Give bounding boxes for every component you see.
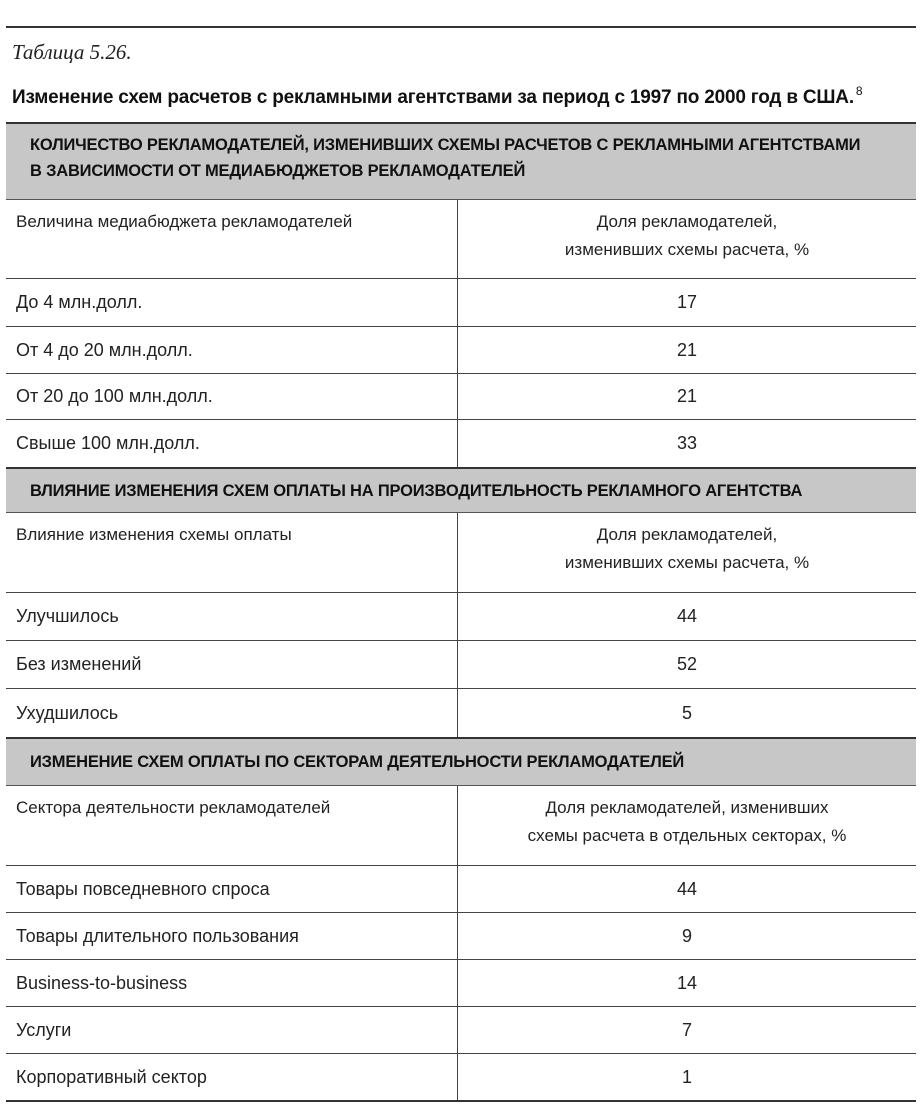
row-label: Business-to-business [6,960,458,1006]
row-label: Услуги [6,1007,458,1053]
table-row [6,866,916,913]
section-heading-line: ВЛИЯНИЕ ИЗМЕНЕНИЯ СХЕМ ОПЛАТЫ НА ПРОИЗВОДИТЕЛЬНОСТЬ РЕКЛАМНОГО АГЕНТСТВА [30,482,803,500]
row-value: 52 [676,654,698,674]
table-title [12,84,862,109]
table-row [6,1007,916,1054]
section-heading-budget [6,122,916,200]
table-row [6,374,916,420]
footnote-marker: 8 [855,84,863,98]
top-rule [6,26,916,28]
row-value: 21 [676,339,698,360]
section-heading-performance [6,467,916,513]
column-header-category: Сектора деятельности рекламодателей [6,786,458,865]
row-label: Улучшилось [6,593,458,640]
row-value: 33 [676,433,698,453]
column-header-share [458,200,916,278]
column-header-category: Величина медиабюджета рекламодателей [6,200,458,278]
row-value: 17 [676,292,698,312]
table-row [6,327,916,374]
row-label: Ухудшилось [6,689,458,737]
row-value: 1 [681,1066,692,1087]
row-label: Товары повседневного спроса [6,866,458,912]
table-row [6,641,916,689]
column-header-share [458,786,916,865]
table-row [6,960,916,1007]
table-row [6,913,916,960]
table-title-text: Изменение схем расчетов с рекламными агентствами за период с 1997 по 2000 год в США. [12,87,854,108]
row-value: 21 [676,386,698,406]
section-heading-sectors [6,737,916,786]
row-label: Без изменений [6,641,458,688]
row-value: 14 [676,972,698,993]
column-header-line: схемы расчета в отдельных секторах, % [527,826,847,845]
row-label: Корпоративный сектор [6,1054,458,1100]
row-label: Свыше 100 млн.долл. [6,420,458,467]
section-heading-line: В ЗАВИСИМОСТИ ОТ МЕДИАБЮДЖЕТОВ РЕКЛАМОДАТЕЛЕЙ [30,162,526,180]
column-header-line: изменивших схемы расчета, % [564,240,810,259]
table-row [6,689,916,737]
column-header-row [6,513,916,593]
column-header-line: Доля рекламодателей, [596,525,778,544]
column-header-row [6,200,916,279]
table-caption: Таблица 5.26. [12,40,132,64]
column-header-share [458,513,916,592]
section-heading-line: КОЛИЧЕСТВО РЕКЛАМОДАТЕЛЕЙ, ИЗМЕНИВШИХ СХЕМЫ РАСЧЕТОВ С РЕКЛАМНЫМИ АГЕНТСТВАМИ [30,136,861,154]
row-label: До 4 млн.долл. [6,279,458,326]
row-value: 44 [676,878,698,899]
row-value: 44 [676,606,698,626]
column-header-line: Доля рекламодателей, [596,212,778,231]
column-header-category: Влияние изменения схемы оплаты [6,513,458,592]
row-label: Товары длительного пользования [6,913,458,959]
table-row [6,420,916,467]
data-table [6,122,916,1102]
row-label: От 20 до 100 млн.долл. [6,374,458,419]
table-row [6,593,916,641]
row-value: 5 [681,702,692,723]
column-header-row [6,786,916,866]
section-heading-line: ИЗМЕНЕНИЕ СХЕМ ОПЛАТЫ ПО СЕКТОРАМ ДЕЯТЕЛЬНОСТИ РЕКЛАМОДАТЕЛЕЙ [30,753,685,771]
table-row [6,1054,916,1102]
row-label: От 4 до 20 млн.долл. [6,327,458,373]
column-header-line: Доля рекламодателей, изменивших [545,798,829,817]
row-value: 7 [681,1019,692,1040]
row-value: 9 [681,925,692,946]
table-row [6,279,916,327]
column-header-line: изменивших схемы расчета, % [564,553,810,572]
